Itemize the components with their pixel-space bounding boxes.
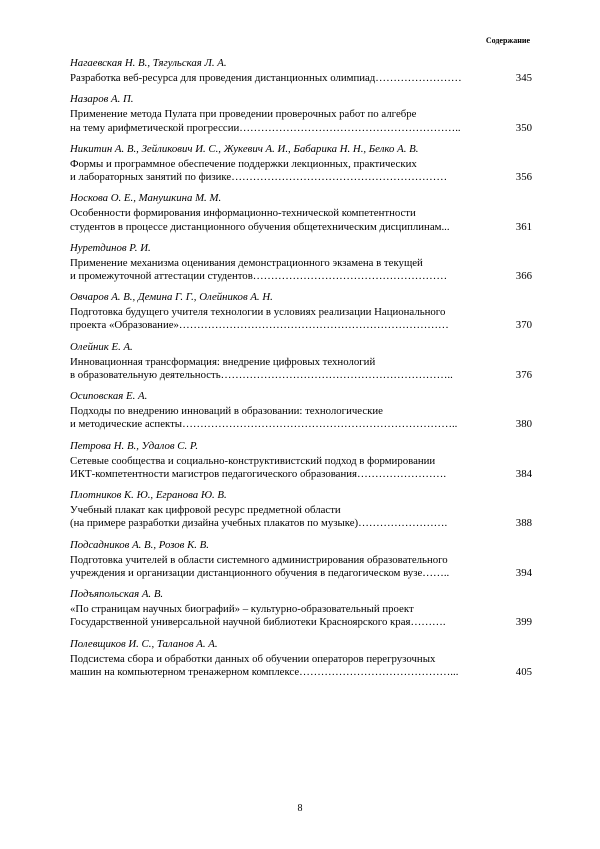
toc-entry-title-line <box>70 616 532 629</box>
toc-entry-authors: Петрова Н. В., Удалов С. Р. <box>70 439 199 452</box>
toc-entry-title-line <box>70 666 532 679</box>
toc-entry-title-text: и лабораторных занятий по физике…………………………………………………… <box>70 171 448 184</box>
toc-entry-title-text: ИКТ-компетентности магистров педагогического образования……………………. <box>70 467 447 480</box>
toc-entry-authors: Никитин А. В., Зейликович И. С., Жукевич А. И., Бабарика Н. Н., Белко А. В. <box>70 142 419 155</box>
toc-entry <box>70 638 532 679</box>
toc-entry-page-number: 370 <box>515 319 532 332</box>
toc-entry-title-text: Подходы по внедрению инноваций в образовании: технологические <box>70 405 383 418</box>
toc-entry <box>70 489 532 530</box>
toc-entry-page-number: 405 <box>515 665 532 678</box>
toc-entry-title-text: Государственной универсальной научной библиотеки Красноярского края………. <box>70 616 446 629</box>
toc-entry-authors: Нагаевская Н. В., Тягульская Л. А. <box>70 57 227 69</box>
toc-entry-title-line <box>70 319 532 332</box>
toc-entry-title-line <box>70 504 532 517</box>
toc-entry-page-number: 361 <box>515 220 532 233</box>
toc-entry-title-text: Инновационная трансформация: внедрение цифровых технологий <box>70 355 376 368</box>
toc-entry <box>70 291 532 332</box>
toc-entry-page-number: 350 <box>515 121 532 134</box>
toc-entry-title-line <box>70 418 532 431</box>
toc-entry-title-line <box>70 306 532 319</box>
toc-entry-page-number: 376 <box>515 368 532 381</box>
toc-entry-title-line <box>70 356 532 369</box>
toc-entry-title-text: Применение механизма оценивания демонстрационного экзамена в текущей <box>70 256 423 269</box>
toc-entry-title-text: Учебный плакат как цифровой ресурс предметной области <box>70 504 341 517</box>
toc-entry-authors: Назаров А. П. <box>70 93 134 106</box>
toc-entry <box>70 440 532 481</box>
toc-entry-page-number: 388 <box>515 517 532 530</box>
toc-entry-title-text: Формы и программное обеспечение поддержки лекционных, практических <box>70 157 417 170</box>
toc-entry-title-text: студентов в процессе дистанционного обучения общетехническим дисциплинам... <box>70 220 450 233</box>
toc-entry-title-line <box>70 455 532 468</box>
toc-entry-page-number: 345 <box>515 72 532 85</box>
toc-entry-title-text: на тему арифметической прогрессии…………………………………………………….. <box>70 121 461 134</box>
toc-entry-title-line <box>70 603 532 616</box>
toc-entry <box>70 192 532 233</box>
toc-entry-title-line <box>70 221 532 234</box>
toc-entry <box>70 93 532 134</box>
toc-entry-title-text: Подготовка будущего учителя технологии в условиях реализации Национального <box>70 306 446 319</box>
toc-entry-title-text: проекта «Образование»………………………………………………………………… <box>70 319 449 332</box>
toc-entry-title-text: Сетевые сообщества и социально-конструктивистский подход в формировании <box>70 454 436 467</box>
toc-entry-title-line <box>70 653 532 666</box>
toc-entry <box>70 242 532 283</box>
toc-entry <box>70 390 532 431</box>
toc-entry-title-text: Особенности формирования информационно-технической компетентности <box>70 207 416 220</box>
toc-entry-title-text: учреждения и организации дистанционного обучения в педагогическом вузе…….. <box>70 566 450 579</box>
toc-entry-authors: Осиповская Е. А. <box>70 390 148 403</box>
toc-entry-title-text: в образовательную деятельность……………………………………………………….. <box>70 368 453 381</box>
toc-entry <box>70 143 532 184</box>
toc-entry-title-text: «По страницам научных биографий» – культурно-образовательный проект <box>70 603 414 616</box>
toc-entry-title-text: Применение метода Пулата при проведении проверочных работ по алгебре <box>70 108 417 121</box>
toc-entry-authors: Овчаров А. В., Демина Г. Г., Олейников А. Н. <box>70 291 273 304</box>
toc-entry <box>70 57 532 85</box>
toc-entry-title-text: и методические аспекты………………………………………………………………….. <box>70 418 458 431</box>
toc-entry-title-text: Подсистема сбора и обработки данных об обучении операторов перегрузочных <box>70 652 436 665</box>
toc-entry-authors: Подсадников А. В., Розов К. В. <box>70 538 209 551</box>
toc-entry-title-line <box>70 270 532 283</box>
toc-entry-title-line <box>70 517 532 530</box>
toc-entry-authors: Полевщиков И. С., Таланов А. А. <box>70 637 218 650</box>
toc-entry-page-number: 384 <box>515 467 532 480</box>
toc-entry <box>70 539 532 580</box>
toc-entry <box>70 341 532 382</box>
toc-entry-page-number: 366 <box>515 269 532 282</box>
running-header: Содержание <box>485 36 530 45</box>
toc-entry-authors: Носкова О. Е., Манушкина М. М. <box>70 192 222 205</box>
toc-entry-title-text: Разработка веб-ресурса для проведения дистанционных олимпиад…………………… <box>70 72 462 85</box>
toc-entry-page-number: 380 <box>515 418 532 431</box>
toc-entry-page-number: 356 <box>515 171 532 184</box>
toc-entry-authors: Плотников К. Ю., Егранова Ю. В. <box>70 489 227 502</box>
toc-entry-title-line <box>70 171 532 184</box>
toc-entry-title-line <box>70 369 532 382</box>
toc-entry-title-line <box>70 108 532 121</box>
toc-entry <box>70 588 532 629</box>
toc-entry-title-line <box>70 207 532 220</box>
page-number: 8 <box>297 803 303 814</box>
toc-entry-title-text: и промежуточной аттестации студентов……………………………………………… <box>70 269 448 282</box>
toc-entry-title-text: (на примере разработки дизайна учебных плакатов по музыке)……………………. <box>70 517 448 530</box>
toc-entry-title-line <box>70 72 532 85</box>
table-of-contents <box>70 57 532 687</box>
toc-entry-page-number: 394 <box>515 566 532 579</box>
toc-entry-authors: Подъяпольская А. В. <box>70 588 164 601</box>
toc-entry-title-line <box>70 122 532 135</box>
toc-entry-title-line <box>70 257 532 270</box>
toc-entry-authors: Нуретдинов Р. И. <box>70 241 151 254</box>
toc-entry-title-text: машин на компьютерном тренажерном комплексе……………………………………... <box>70 665 459 678</box>
toc-entry-page-number: 399 <box>515 616 532 629</box>
toc-entry-title-line <box>70 554 532 567</box>
toc-entry-title-text: Подготовка учителей в области системного администрирования образовательного <box>70 553 448 566</box>
toc-entry-title-line <box>70 567 532 580</box>
toc-entry-authors: Олейник Е. А. <box>70 340 133 353</box>
toc-entry-title-line <box>70 158 532 171</box>
toc-entry-title-line <box>70 468 532 481</box>
toc-entry-title-line <box>70 405 532 418</box>
